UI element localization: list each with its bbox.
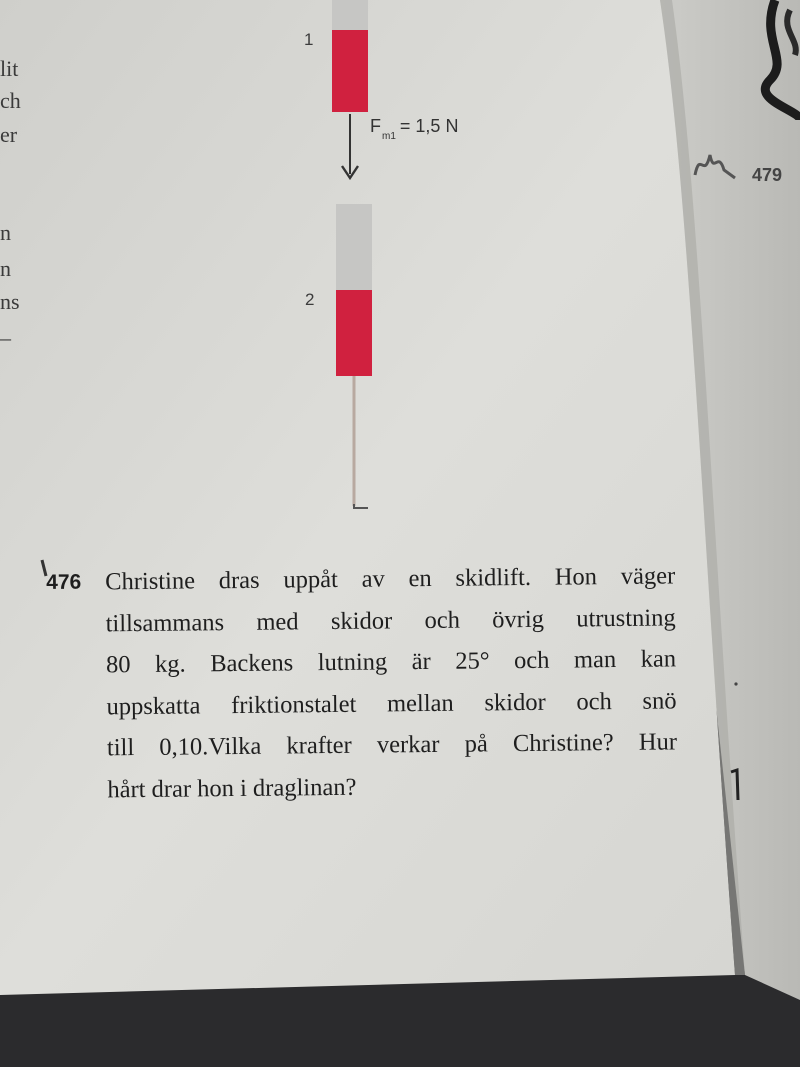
margin-text: n: [0, 256, 11, 281]
scale-2-red: [336, 290, 372, 376]
scribble-mark: [690, 140, 750, 190]
figure-label-2: 2: [305, 290, 315, 309]
scale-2-hook: [354, 504, 368, 508]
problem-line: Christine dras uppåt av en skidlift. Hon väger: [105, 562, 676, 596]
problem-number: 476: [46, 570, 82, 594]
margin-text: ns: [0, 289, 20, 314]
figure-label-1: 1: [304, 30, 314, 49]
force-label: [370, 116, 459, 142]
scale-2-gray: [336, 204, 372, 290]
next-page-number: 479: [752, 165, 783, 185]
problem-476: [46, 555, 689, 811]
margin-text: ch: [0, 88, 21, 113]
force-subscript: m1: [382, 131, 396, 142]
margin-text: n: [0, 220, 11, 245]
problem-line: 80 kg. Backens lutning är 25° och man kan: [105, 645, 677, 679]
problem-line: hårt drar hon i draglinan?: [107, 773, 357, 803]
problem-line: till 0,10.Vilka krafter verkar på Christine? Hur: [106, 728, 678, 762]
force-symbol: F: [370, 116, 381, 136]
scale-1-red: [332, 30, 368, 112]
margin-text: –: [0, 325, 11, 350]
scale-1-gray: [332, 0, 368, 30]
margin-text: lit: [0, 56, 19, 81]
problem-line: tillsammans med skidor och övrig utrustning: [105, 603, 676, 637]
margin-text: er: [0, 122, 18, 147]
force-value: = 1,5 N: [399, 116, 459, 136]
problem-line: uppskatta friktionstalet mellan skidor och snö: [106, 686, 677, 720]
